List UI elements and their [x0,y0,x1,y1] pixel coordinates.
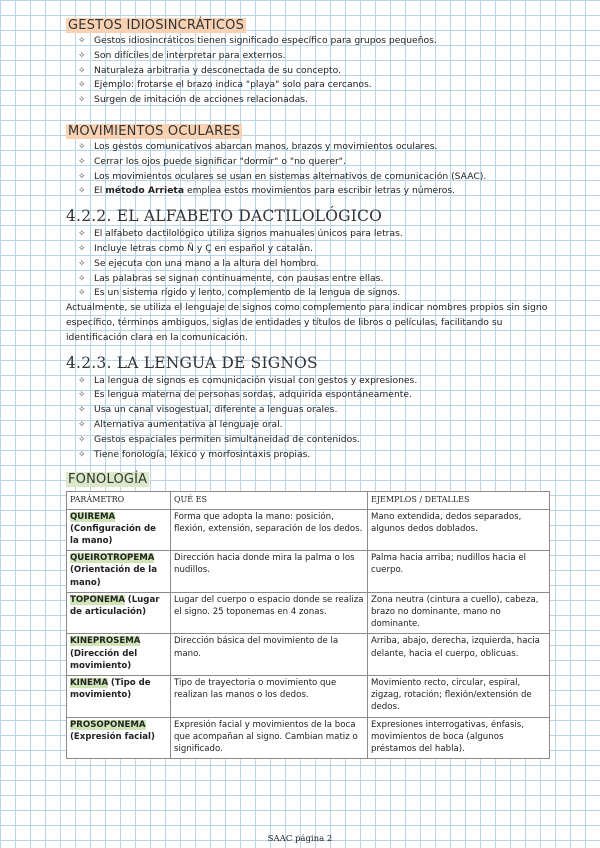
list-item: ✧ Incluye letras como Ñ y Ç en español y catalán. [78,242,550,257]
list-item: ✧ La lengua de signos es comunicación visual con gestos y expresiones. [78,374,550,389]
list-item: ✧ Es un sistema rígido y lento, complemento de la lengua de signos. [78,286,550,301]
param-cell: KINEMA (Tipo de movimiento) [67,675,171,717]
diamond-star-icon: ✧ [78,50,86,61]
table-row [67,675,550,717]
term-highlight: KINEMA [70,677,109,688]
diamond-star-icon: ✧ [78,186,86,197]
que-cell: Forma que adopta la mano: posición, flexión, extensión, separación de los dedos. [171,509,368,551]
table-row [67,592,550,634]
diamond-star-icon: ✧ [78,405,86,416]
diamond-star-icon: ✧ [78,288,86,299]
section-heading: 4.2.2. EL ALFABETO DACTILOLÓGICO [66,207,383,226]
column-header: QUÉ ES [171,492,368,509]
section-oculares [66,120,550,199]
ejemplos-cell: Expresiones interrogativas, énfasis, movimientos de boca (algunos préstamos del habla). [368,717,550,759]
section-heading: FONOLOGÍA [68,472,148,488]
diamond-star-icon: ✧ [78,258,86,269]
param-cell: TOPONEMA (Lugar de articulación) [67,592,171,634]
list-item: ✧ Gestos espaciales permiten simultaneidad de contenidos. [78,433,550,448]
table-row [67,717,550,759]
term-highlight: QUIREMA [70,511,116,522]
param-cell: PROSOPONEMA (Expresión facial) [67,717,171,759]
bullet-list [66,374,550,463]
term-highlight: QUEIROTROPEMA [70,553,155,564]
bullet-list [66,227,550,301]
diamond-star-icon: ✧ [78,273,86,284]
param-cell: QUEIROTROPEMA (Orientación de la mano) [67,551,171,593]
bullet-list [66,140,550,199]
section-fonologia [66,468,550,759]
section-lengua [66,354,550,463]
term-highlight: TOPONEMA [70,594,126,605]
list-item: ✧ Las palabras se signan continuamente, con pausas entre ellas. [78,272,550,287]
diamond-star-icon: ✧ [78,65,86,76]
param-cell: KINEPROSEMA (Dirección del movimiento) [67,634,171,676]
list-item: ✧ El método Arrieta emplea estos movimientos para escribir letras y números. [78,184,550,199]
column-header: PARÁMETRO [67,492,171,509]
diamond-star-icon: ✧ [78,95,86,106]
list-item: ✧ Tiene fonología, léxico y morfosintaxis propias. [78,448,550,463]
list-item: ✧ Los movimientos oculares se usan en sistemas alternativos de comunicación (SAAC). [78,170,550,185]
ejemplos-cell: Movimiento recto, circular, espiral, zigzag, rotación; flexión/extensión de dedos. [368,675,550,717]
list-item: ✧ Surgen de imitación de acciones relacionadas. [78,93,550,108]
param-cell: QUIREMA (Configuración de la mano) [67,509,171,551]
bold-term: método Arrieta [105,185,185,197]
table-header-row [67,492,550,509]
list-item: ✧ El alfabeto dactilológico utiliza signos manuales únicos para letras. [78,227,550,242]
diamond-star-icon: ✧ [78,243,86,254]
list-item: ✧ Es lengua materna de personas sordas, adquirida espontáneamente. [78,388,550,403]
paragraph: Actualmente, se utiliza el lenguaje de signos como complemento para indicar nombres propios sin signo específico, términos ambiguos, siglas de entidades y títulos de libros o películas, facilitando su identificación clara en la comunicación. [66,302,548,343]
section-heading: 4.2.3. LA LENGUA DE SIGNOS [66,353,318,372]
list-item: ✧ Son difíciles de interpretar para externos. [78,49,550,64]
diamond-star-icon: ✧ [78,375,86,386]
diamond-star-icon: ✧ [78,390,86,401]
list-item: ✧ Los gestos comunicativos abarcan manos, brazos y movimientos oculares. [78,140,550,155]
section-heading: GESTOS IDIOSINCRÁTICOS [68,18,245,33]
page-footer: SAAC página 2 [267,834,333,844]
table-row [67,551,550,593]
list-item: ✧ Usa un canal visogestual, diferente a lenguas orales. [78,403,550,418]
list-item: ✧ Naturaleza arbitraria y desconectada de su concepto. [78,64,550,79]
diamond-star-icon: ✧ [78,171,86,182]
list-item: ✧ Gestos idiosincráticos tienen significado específico para grupos pequeños. [78,34,550,49]
list-item: ✧ Ejemplo: frotarse el brazo indica "playa" solo para cercanos. [78,78,550,93]
diamond-star-icon: ✧ [78,434,86,445]
ejemplos-cell: Zona neutra (cintura a cuello), cabeza, brazo no dominante, mano no dominante. [368,592,550,634]
list-item: ✧ Se ejecuta con una mano a la altura del hombro. [78,257,550,272]
diamond-star-icon: ✧ [78,80,86,91]
que-cell: Tipo de trayectoria o movimiento que realizan las manos o los dedos. [171,675,368,717]
term-highlight: PROSOPONEMA [70,719,146,730]
column-header: EJEMPLOS / DETALLES [368,492,550,509]
diamond-star-icon: ✧ [78,229,86,240]
section-heading: MOVIMIENTOS OCULARES [68,123,241,139]
ejemplos-cell: Mano extendida, dedos separados, algunos dedos doblados. [368,509,550,551]
diamond-star-icon: ✧ [78,419,86,430]
diamond-star-icon: ✧ [78,141,86,152]
diamond-star-icon: ✧ [78,156,86,167]
fonologia-table [66,491,550,759]
table-row [67,509,550,551]
diamond-star-icon: ✧ [78,36,86,46]
list-item: ✧ Alternativa aumentativa al lenguaje oral. [78,418,550,433]
term-highlight: KINEPROSEMA [70,636,141,647]
table-row [67,634,550,676]
que-cell: Lugar del cuerpo o espacio donde se realiza el signo. 25 toponemas en 4 zonas. [171,592,368,634]
bullet-list [66,34,550,108]
page-content [66,14,550,759]
ejemplos-cell: Palma hacia arriba; nudillos hacia el cuerpo. [368,551,550,593]
list-item: ✧ Cerrar los ojos puede significar "dormir" o "no querer". [78,155,550,170]
que-cell: Dirección básica del movimiento de la mano. [171,634,368,676]
ejemplos-cell: Arriba, abajo, derecha, izquierda, hacia delante, hacia el cuerpo, oblicuas. [368,634,550,676]
section-alfabeto [66,207,550,345]
que-cell: Expresión facial y movimientos de la boca que acompañan al signo. Cambian matiz o significado. [171,717,368,759]
que-cell: Dirección hacia donde mira la palma o los nudillos. [171,551,368,593]
diamond-star-icon: ✧ [78,449,86,460]
section-gestos [66,14,550,108]
